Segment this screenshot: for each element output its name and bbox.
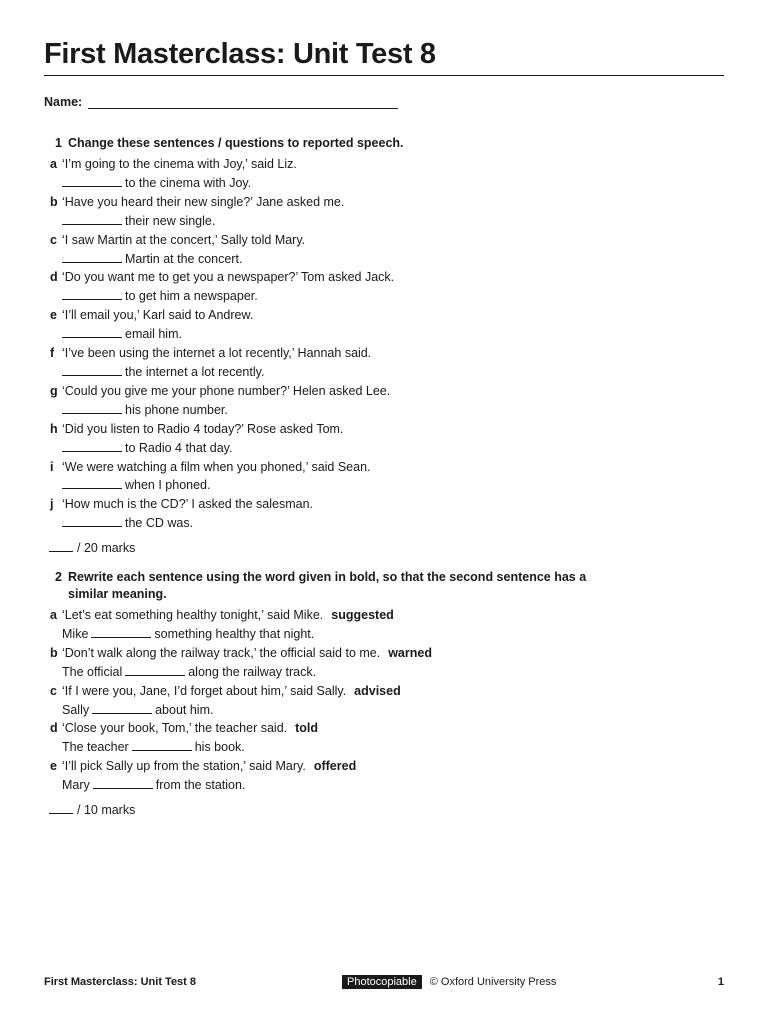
answer-blank[interactable] [62, 287, 122, 300]
item-letter: b [50, 194, 58, 209]
section-2-instruction-line-1: Rewrite each sentence using the word given in bold, so that the second sentence has a [68, 570, 587, 584]
item-letter: j [50, 497, 54, 512]
item-answer-text: from the station. [155, 778, 246, 793]
item-prompt: ‘Have you heard their new single?’ Jane asked me. [62, 194, 345, 209]
answer-blank[interactable] [62, 212, 122, 225]
footer-center [342, 975, 556, 989]
item-answer-text: his phone number. [125, 402, 228, 417]
item-letter: a [50, 608, 57, 622]
section-1 [44, 135, 724, 557]
answer-blank[interactable] [125, 663, 185, 676]
item-prompt: ‘Close your book, Tom,’ the teacher said. [62, 721, 288, 736]
item-answer-start: Sally [62, 702, 90, 717]
item-letter: c [50, 683, 57, 698]
exercise-item [44, 268, 724, 306]
item-answer-text: email him. [125, 327, 182, 342]
item-prompt: ‘How much is the CD?’ I asked the salesman. [62, 497, 314, 512]
item-letter: a [50, 157, 57, 171]
page-footer [44, 976, 724, 988]
exercise-item [44, 306, 724, 344]
answer-blank[interactable] [62, 250, 122, 263]
exercise-item [44, 382, 724, 420]
exercise-item [44, 155, 724, 193]
section-2-instruction-line-2: similar meaning. [68, 587, 167, 601]
item-prompt: ‘I’ll email you,’ Karl said to Andrew. [62, 308, 254, 323]
item-answer-start: Mary [62, 778, 90, 793]
answer-blank[interactable] [93, 776, 153, 789]
section-2 [44, 569, 724, 819]
answer-blank[interactable] [132, 738, 192, 751]
item-letter: i [50, 459, 54, 474]
exercise-item [44, 606, 724, 644]
item-keyword: warned [388, 645, 432, 660]
section-2-heading [44, 569, 724, 603]
item-answer-text: to the cinema with Joy. [125, 175, 252, 190]
exercise-item [44, 757, 724, 795]
item-prompt: ‘Do you want me to get you a newspaper?’ Tom asked Jack. [62, 270, 395, 285]
item-keyword: offered [313, 759, 357, 774]
item-letter: d [50, 270, 58, 285]
section-1-instruction: Change these sentences / questions to reported speech. [68, 136, 404, 150]
item-answer-text: Martin at the concert. [125, 251, 243, 266]
exercise-item [44, 231, 724, 269]
item-answer-text: to get him a newspaper. [125, 289, 258, 304]
marks-blank[interactable] [49, 801, 73, 814]
item-letter: e [50, 759, 57, 774]
page-number: 1 [717, 976, 724, 988]
section-1-number: 1 [55, 136, 62, 150]
item-prompt: ‘Could you give me your phone number?’ Helen asked Lee. [62, 383, 391, 398]
item-answer-text: something healthy that night. [154, 626, 315, 641]
name-label: Name: [44, 95, 83, 109]
item-answer-text: along the railway track. [188, 664, 317, 679]
item-prompt: ‘Did you listen to Radio 4 today?’ Rose asked Tom. [62, 421, 344, 436]
item-answer-text: about him. [155, 702, 214, 717]
item-prompt: ‘I’m going to the cinema with Joy,’ said Liz. [62, 157, 297, 171]
item-answer-text: the CD was. [125, 516, 194, 531]
answer-blank[interactable] [91, 625, 151, 638]
item-answer-text: to Radio 4 that day. [125, 440, 233, 455]
exercise-item [44, 682, 724, 720]
item-prompt: ‘I’ll pick Sally up from the station,’ said Mary. [62, 759, 306, 774]
footer-title: First Masterclass: Unit Test 8 [44, 976, 197, 988]
section-1-marks [44, 539, 724, 557]
footer-copyright: © Oxford University Press [429, 976, 557, 988]
item-prompt: ‘If I were you, Jane, I’d forget about him,’ said Sally. [62, 683, 347, 698]
item-keyword: suggested [331, 608, 394, 622]
marks-text: / 20 marks [77, 541, 136, 556]
photocopiable-badge: Photocopiable [342, 975, 422, 989]
item-answer-start: The official [62, 664, 123, 679]
section-2-number: 2 [55, 570, 62, 584]
title-divider [44, 75, 724, 76]
item-answer-text: the internet a lot recently. [125, 364, 265, 379]
answer-blank[interactable] [92, 701, 152, 714]
exercise-item [44, 719, 724, 757]
answer-blank[interactable] [62, 174, 122, 187]
name-answer-line[interactable] [88, 96, 398, 109]
item-keyword: advised [354, 683, 401, 698]
name-row [44, 95, 398, 109]
marks-text: / 10 marks [77, 803, 136, 818]
answer-blank[interactable] [62, 363, 122, 376]
exercise-item [44, 644, 724, 682]
answer-blank[interactable] [62, 439, 122, 452]
answer-blank[interactable] [62, 325, 122, 338]
item-answer-start: The teacher [62, 740, 129, 755]
exercise-item [44, 344, 724, 382]
exercise-item [44, 193, 724, 231]
answer-blank[interactable] [62, 476, 122, 489]
answer-blank[interactable] [62, 401, 122, 414]
exercise-item [44, 495, 724, 533]
item-keyword: told [295, 721, 319, 736]
item-letter: e [50, 308, 57, 323]
item-answer-text: when I phoned. [125, 478, 211, 493]
item-prompt: ‘I’ve been using the internet a lot recently,’ Hannah said. [62, 346, 372, 361]
section-2-marks [44, 801, 724, 819]
exercise-item [44, 420, 724, 458]
item-letter: f [50, 346, 55, 361]
answer-blank[interactable] [62, 514, 122, 527]
item-prompt: ‘Don’t walk along the railway track,’ the official said to me. [62, 645, 381, 660]
marks-blank[interactable] [49, 539, 73, 552]
page-title: First Masterclass: Unit Test 8 [44, 38, 436, 70]
exercise-item [44, 458, 724, 496]
item-letter: c [50, 232, 57, 247]
item-letter: h [50, 421, 58, 436]
item-answer-text: his book. [194, 740, 245, 755]
item-letter: g [50, 383, 58, 398]
item-answer-text: their new single. [125, 213, 216, 228]
item-letter: b [50, 645, 58, 660]
item-prompt: ‘Let’s eat something healthy tonight,’ said Mike. [62, 608, 324, 622]
section-1-heading [44, 135, 724, 152]
item-prompt: ‘We were watching a film when you phoned,’ said Sean. [62, 459, 371, 474]
item-answer-start: Mike [62, 626, 89, 641]
item-letter: d [50, 721, 58, 736]
item-prompt: ‘I saw Martin at the concert,’ Sally told Mary. [62, 232, 306, 247]
